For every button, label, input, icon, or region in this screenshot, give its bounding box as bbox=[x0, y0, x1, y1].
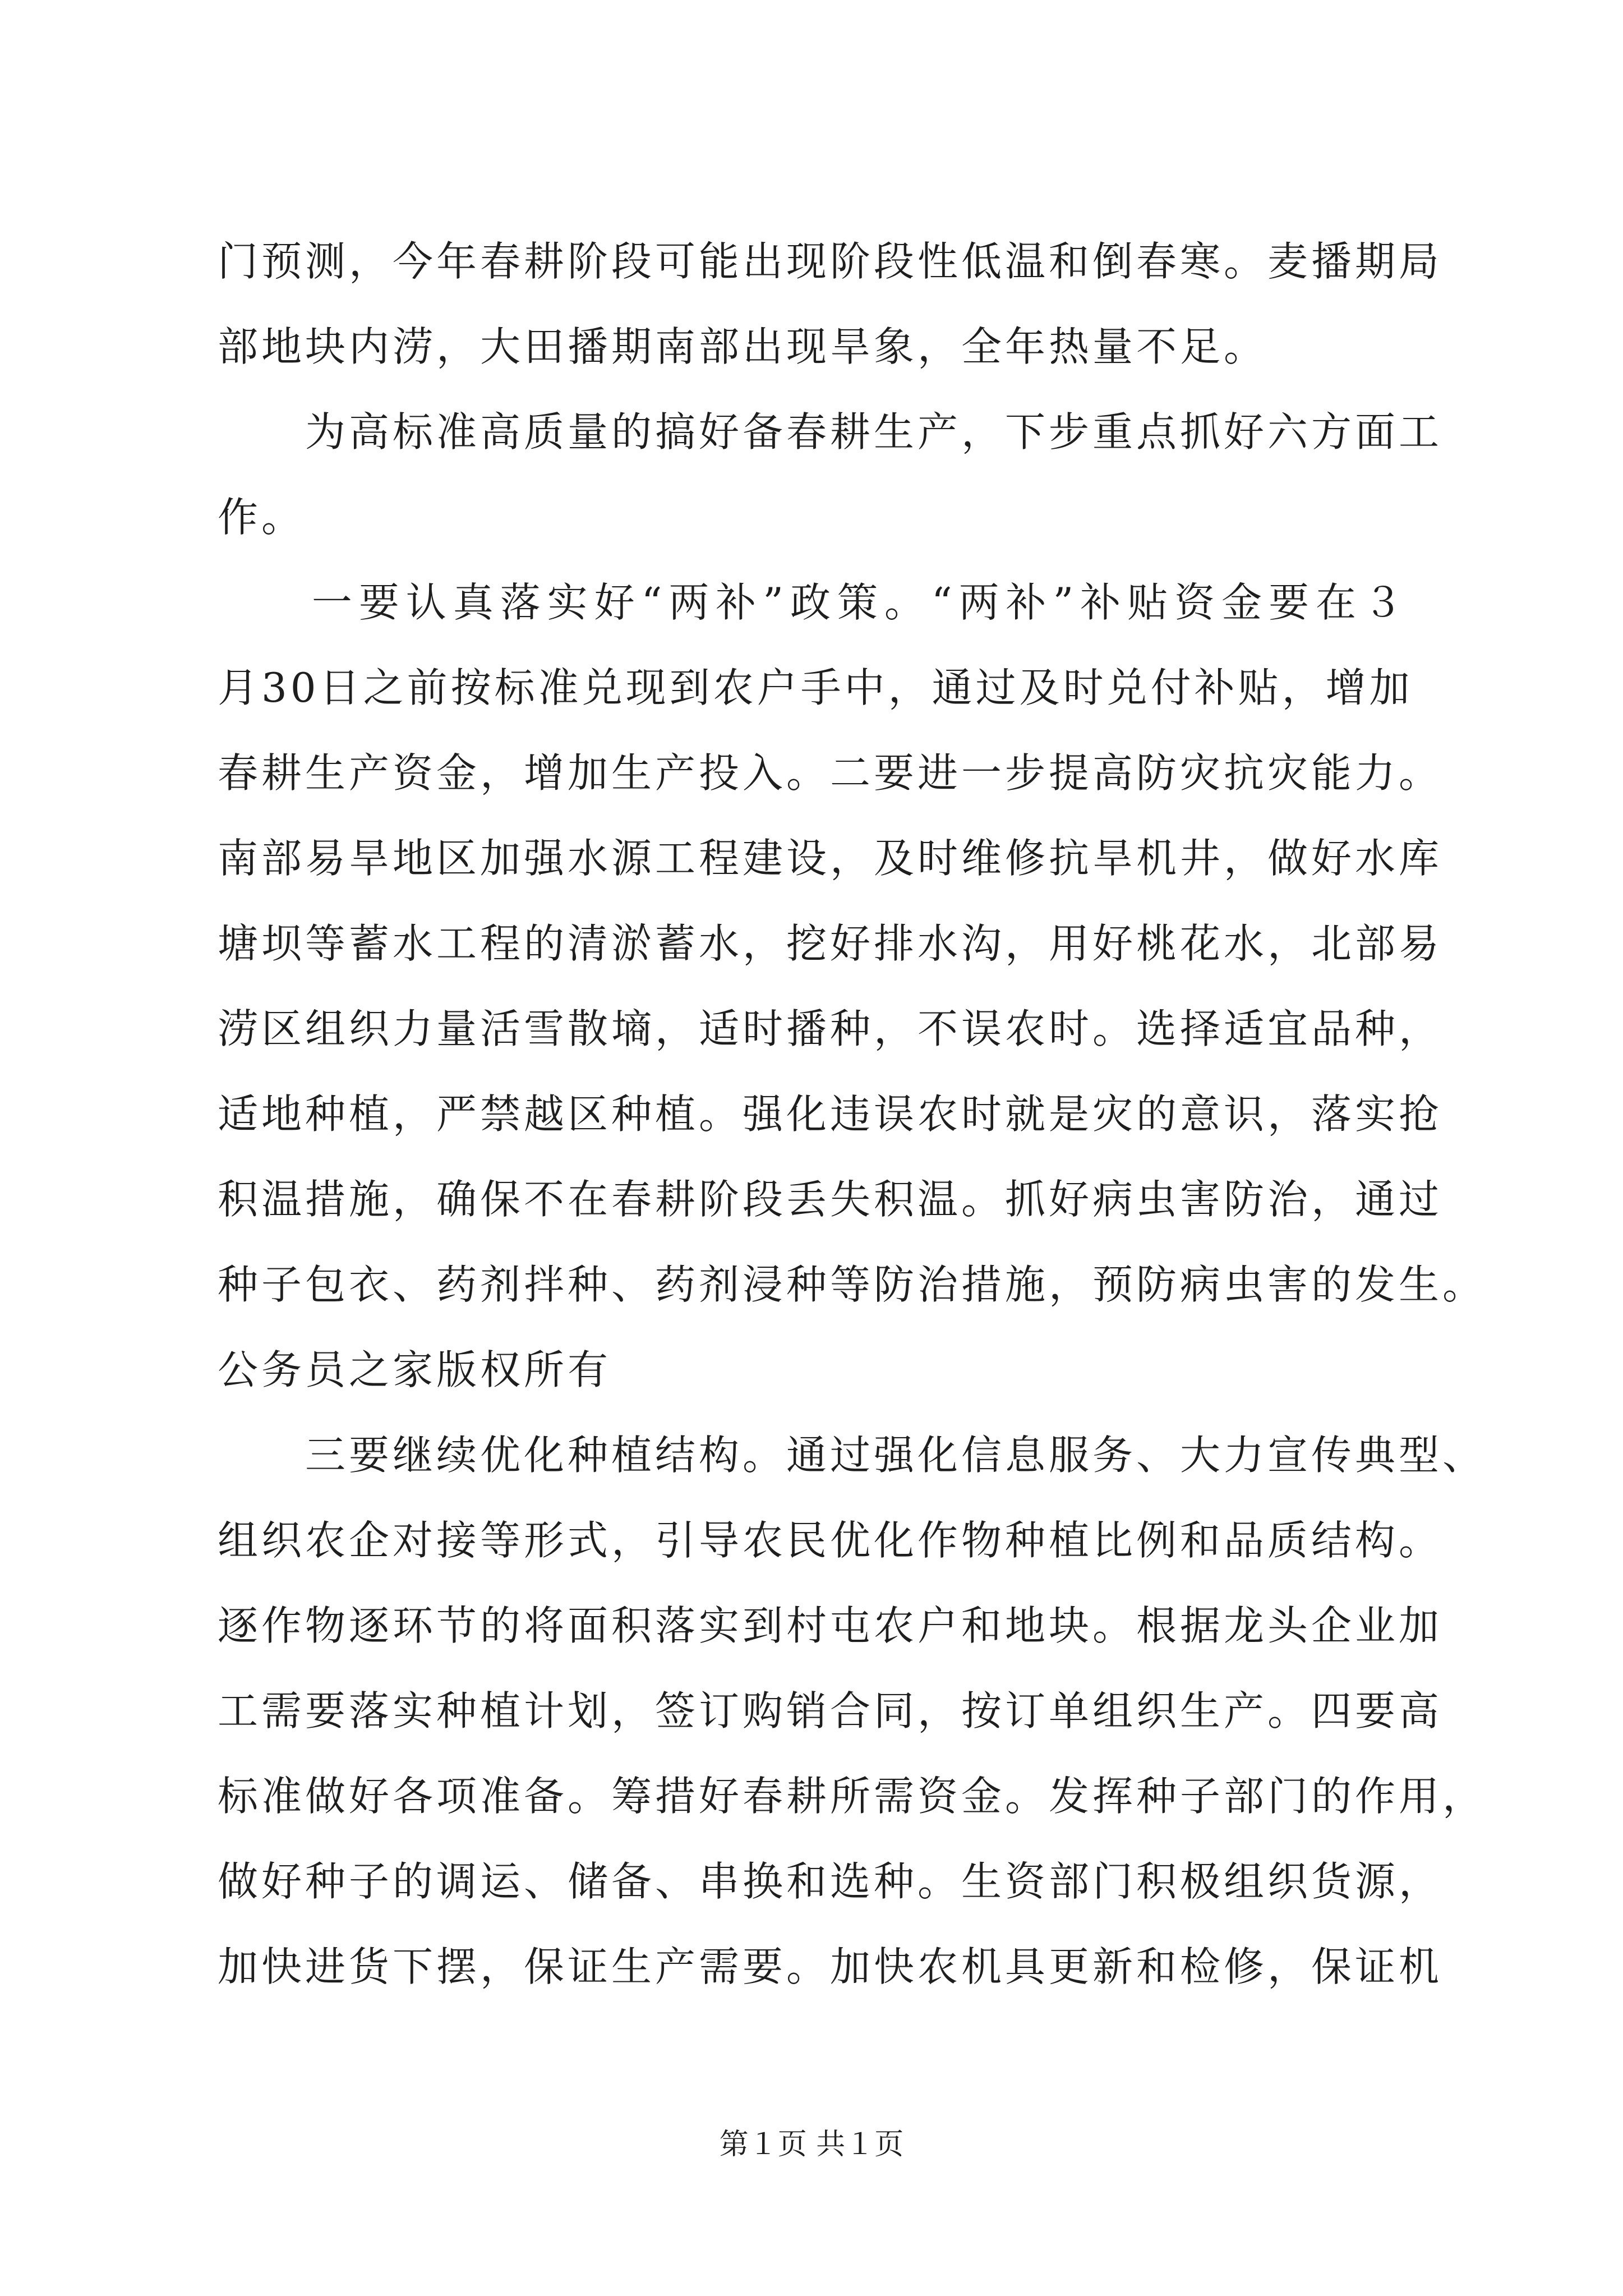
page-footer bbox=[0, 2120, 1623, 2162]
text-line: 加快进货下摆，保证生产需要。加快农机具更新和检修，保证机 bbox=[218, 1943, 1443, 1990]
paragraph-1 bbox=[218, 219, 1443, 389]
text-line: 积温措施，确保不在春耕阶段丢失积温。抓好病虫害防治，通过 bbox=[218, 1176, 1443, 1223]
text-line: 公务员之家版权所有 bbox=[218, 1346, 612, 1393]
text-line: 工需要落实种植计划，签订购销合同，按订单组织生产。四要高 bbox=[218, 1687, 1443, 1734]
text-line: 南部易旱地区加强水源工程建设，及时维修抗旱机井，做好水库 bbox=[218, 835, 1443, 882]
text-line: 组织农企对接等形式，引导农民优化作物种植比例和品质结构。 bbox=[218, 1517, 1443, 1564]
text-line: 为高标准高质量的搞好备春耕生产，下步重点抓好六方面工 bbox=[218, 408, 1443, 455]
document-body bbox=[218, 219, 1487, 2009]
text-line: 标准做好各项准备。筹措好春耕所需资金。发挥种子部门的作用， bbox=[218, 1773, 1487, 1820]
text-line: 部地块内涝，大田播期南部出现旱象，全年热量不足。 bbox=[218, 323, 1268, 370]
text-line: 逐作物逐环节的将面积落实到村屯农户和地块。根据龙头企业加 bbox=[218, 1602, 1443, 1649]
text-line: 作。 bbox=[218, 494, 306, 541]
text-line: 适地种植，严禁越区种植。强化违误农时就是灾的意识，落实抢 bbox=[218, 1091, 1443, 1138]
paragraph-3 bbox=[218, 560, 1487, 1412]
text-line: 塘坝等蓄水工程的清淤蓄水，挖好排水沟，用好桃花水，北部易 bbox=[218, 920, 1443, 967]
text-line: 月30日之前按标准兑现到农户手中，通过及时兑付补贴，增加 bbox=[218, 664, 1413, 711]
text-line: 涝区组织力量活雪散墒，适时播种，不误农时。选择适宜品种， bbox=[218, 1005, 1443, 1052]
text-line: 门预测，今年春耕阶段可能出现阶段性低温和倒春寒。麦播期局 bbox=[218, 238, 1443, 285]
paragraph-2 bbox=[218, 389, 1443, 560]
paragraph-4 bbox=[218, 1412, 1487, 2009]
text-line: 一要认真落实好“两补”政策。“两补”补贴资金要在３ bbox=[218, 579, 1407, 626]
page-number-label: 第１页 共１页 bbox=[719, 2128, 904, 2161]
text-line: 春耕生产资金，增加生产投入。二要进一步提高防灾抗灾能力。 bbox=[218, 749, 1443, 797]
text-line: 做好种子的调运、储备、串换和选种。生资部门积极组织货源， bbox=[218, 1858, 1443, 1905]
text-line: 种子包衣、药剂拌种、药剂浸种等防治措施，预防病虫害的发生。 bbox=[218, 1261, 1487, 1308]
text-line: 三要继续优化种植结构。通过强化信息服务、大力宣传典型、 bbox=[218, 1432, 1487, 1479]
